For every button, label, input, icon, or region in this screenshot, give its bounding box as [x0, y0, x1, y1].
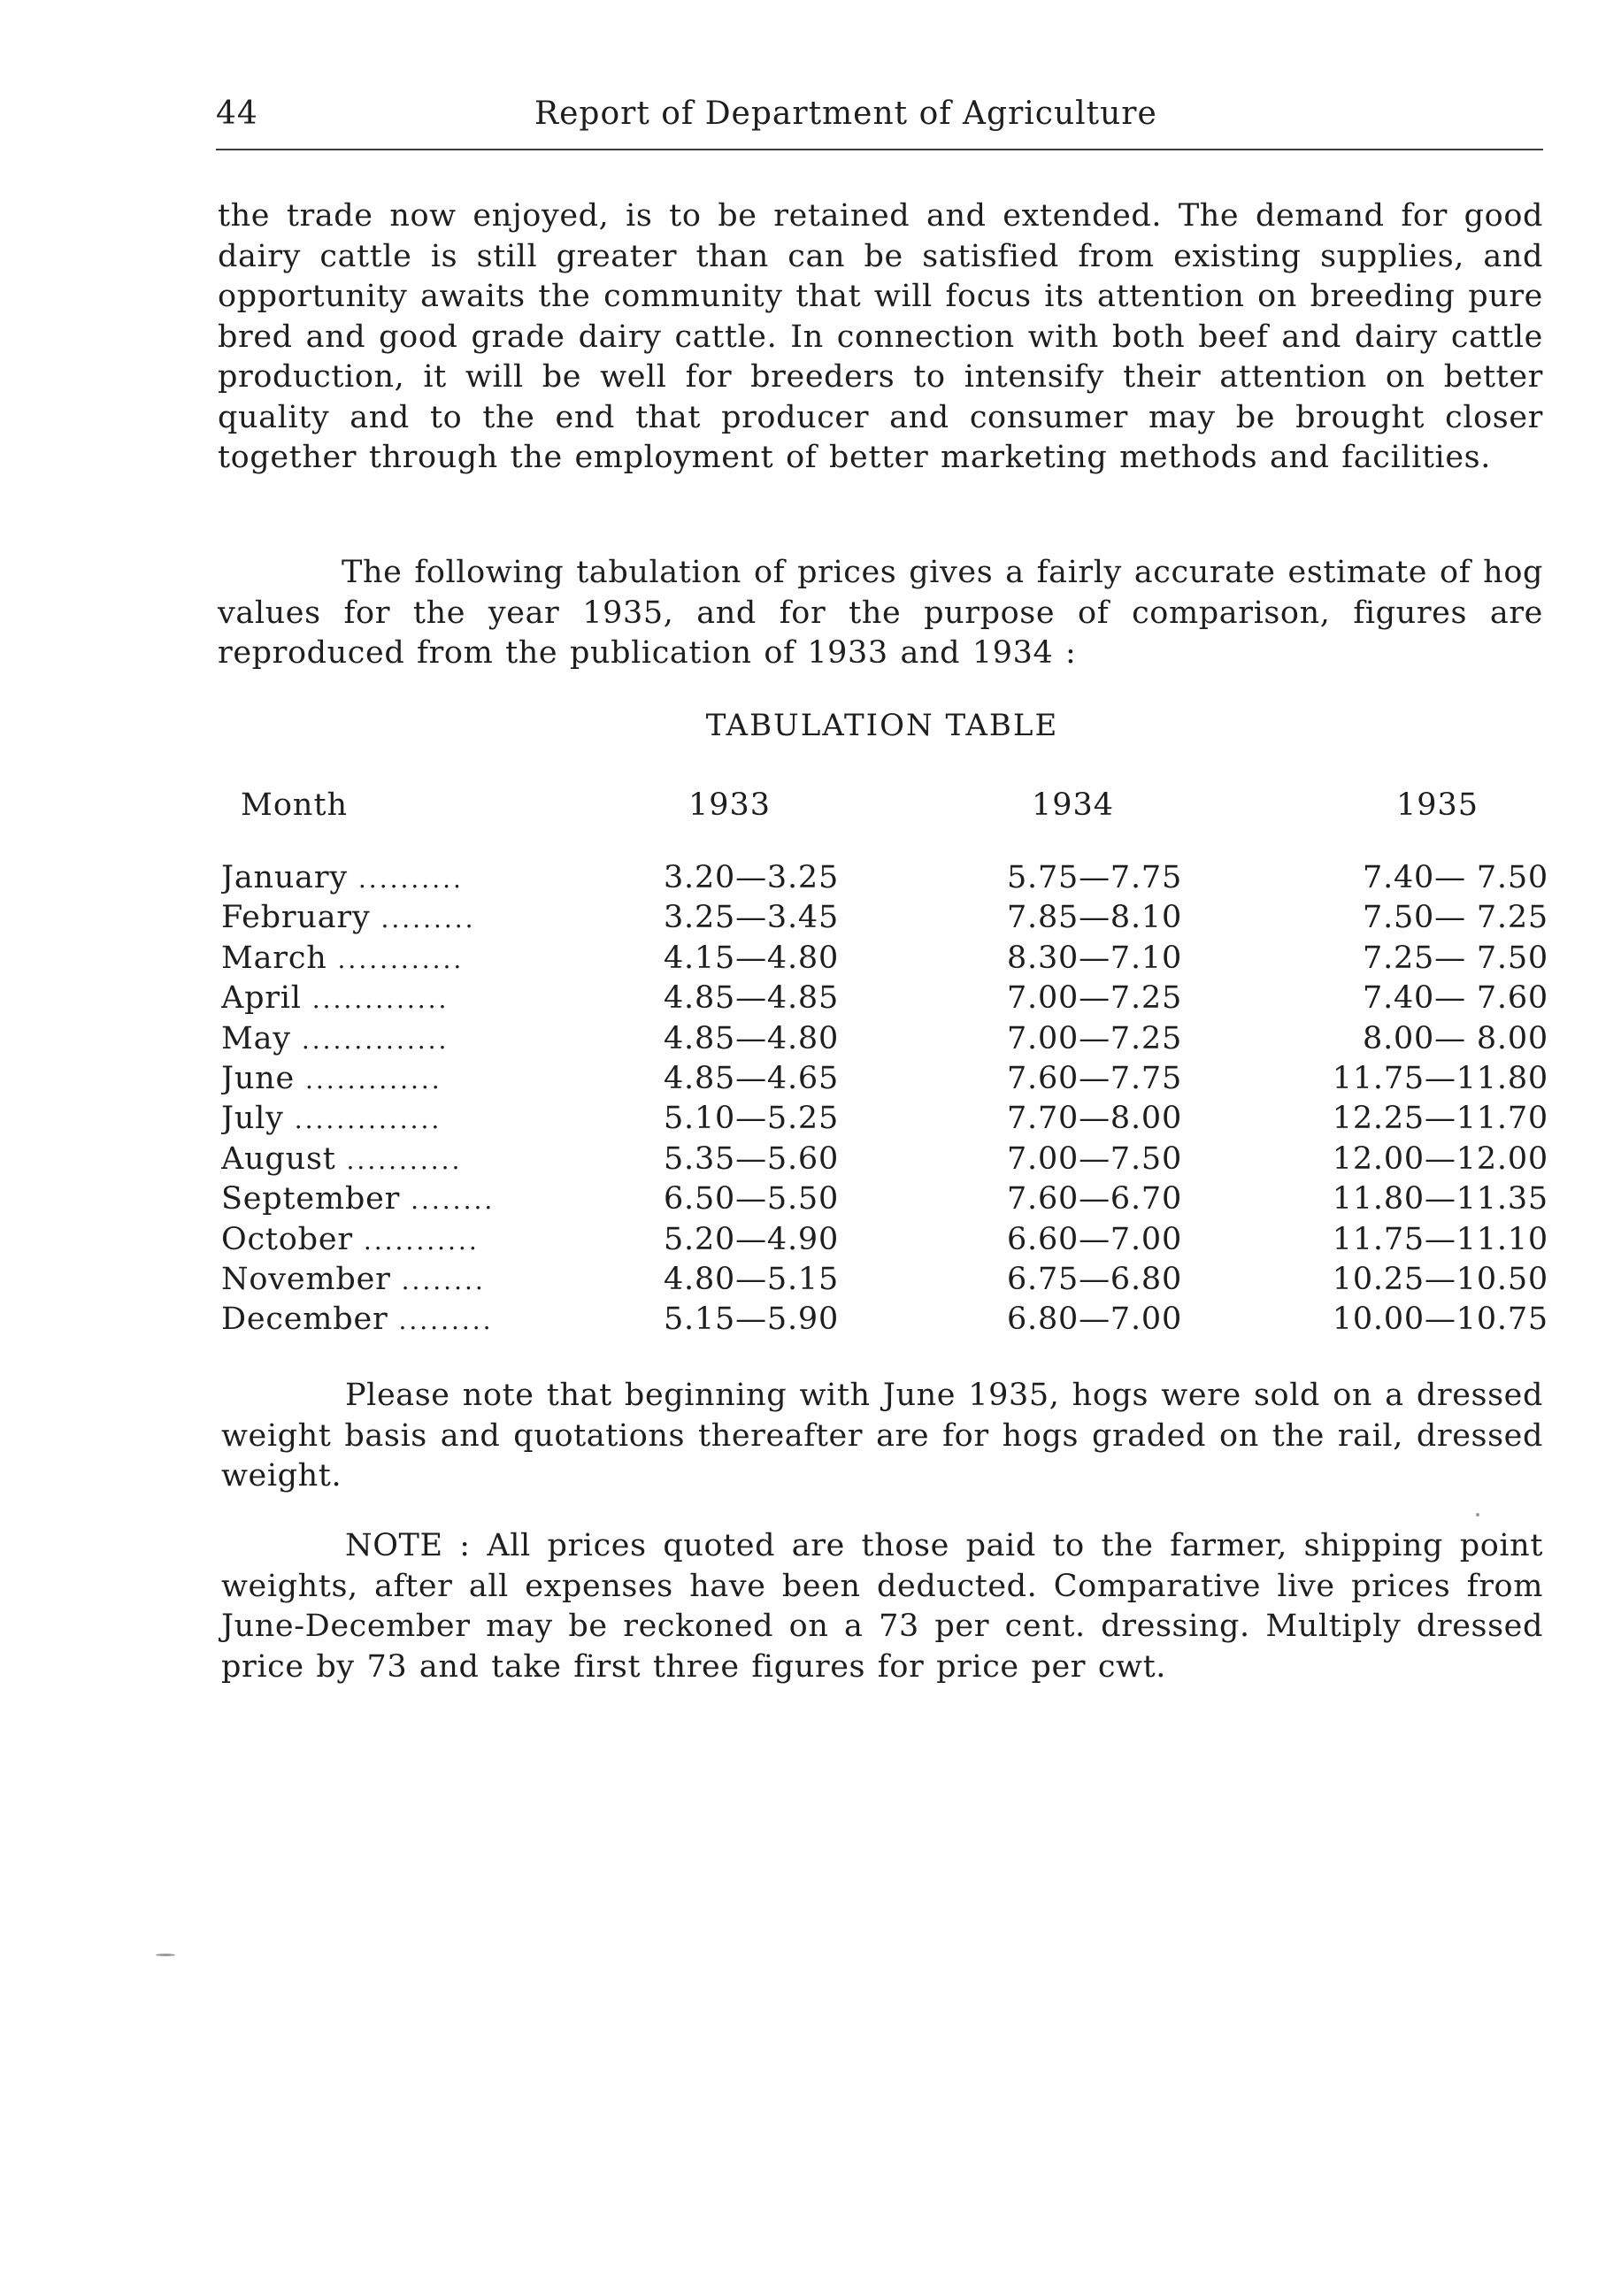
paragraph-tabulation-intro: The following tabulation of prices gives a fairly accurate estimate of hog values for the year 1935, and for the purpose of comparison, figures are reproduced from the publication of 1933 and 1934 :	[218, 555, 1543, 671]
table-caption	[0, 708, 1598, 743]
leader-dots: .............	[311, 985, 449, 1015]
paragraph-dressed-weight-note: Please note that beginning with June 1935, hogs were sold on a dressed weight basis and quotations thereafter are for hogs graded on the rail, dressed weight.	[221, 1378, 1543, 1494]
price-1934: 7.00—7.25	[1006, 980, 1183, 1017]
price-1933: 5.20—4.90	[663, 1221, 840, 1257]
month-name: May	[221, 1020, 291, 1056]
table-row	[221, 1179, 1548, 1219]
price-1934: 6.60—7.00	[1006, 1221, 1183, 1257]
price-1935: 7.40— 7.60	[1363, 980, 1548, 1017]
leader-dots: .............	[304, 1064, 442, 1094]
month-name: January	[221, 860, 348, 895]
price-table	[221, 858, 1548, 1340]
table-row	[221, 1300, 1548, 1340]
price-1934: 5.75—7.75	[1006, 860, 1183, 895]
table-row	[221, 1019, 1548, 1059]
month-cell	[221, 1019, 593, 1060]
leader-dots: ..............	[301, 1025, 449, 1055]
header-title: Report of Department of Agriculture	[534, 96, 1157, 132]
leader-dots: ........	[401, 1265, 486, 1295]
month-cell	[221, 858, 593, 899]
price-1933: 5.35—5.60	[663, 1140, 840, 1177]
running-header	[216, 96, 1543, 149]
paragraph-dairy-cattle: the trade now enjoyed, is to be retained and extended. The demand for good dairy cattle is still greater than can be satisfied from existing supplies, and opportunity awaits the community that will focus its attention on breeding pure bred and good grade dairy cattle. In connection with both beef and dairy cattle production, it will be well for breeders to intensify their attention on better quality and to the end that producer and consumer may be brought closer together through the employment of better marketing methods and facilities.	[218, 198, 1543, 475]
month-name: June	[221, 1060, 296, 1096]
month-name: July	[221, 1101, 284, 1137]
table-row	[221, 979, 1548, 1018]
price-1935: 12.00—12.00	[1332, 1140, 1548, 1177]
scan-speck	[1476, 1513, 1479, 1517]
price-1935: 11.75—11.10	[1332, 1221, 1548, 1257]
price-1935: 7.50— 7.25	[1363, 900, 1548, 936]
price-1934: 8.30—7.10	[1006, 940, 1183, 976]
month-cell	[221, 1260, 593, 1301]
month-name: November	[221, 1261, 391, 1297]
month-name: December	[221, 1302, 388, 1338]
table-row	[221, 858, 1548, 898]
page-number: 44	[216, 96, 258, 132]
price-1934: 7.70—8.00	[1006, 1101, 1183, 1137]
month-name: August	[221, 1140, 336, 1177]
table-row	[221, 939, 1548, 979]
month-cell	[221, 1140, 593, 1180]
month-cell	[221, 1220, 593, 1261]
month-name: March	[221, 940, 327, 976]
month-name: April	[221, 980, 302, 1017]
table-row	[221, 898, 1548, 938]
price-1935: 11.75—11.80	[1332, 1060, 1548, 1096]
price-1934: 6.80—7.00	[1006, 1302, 1183, 1338]
column-header-month: Month	[241, 787, 349, 823]
price-1933: 3.20—3.25	[663, 860, 840, 895]
price-1934: 7.00—7.25	[1006, 1020, 1183, 1056]
price-1933: 5.10—5.25	[663, 1101, 840, 1137]
month-cell	[221, 979, 593, 1019]
column-header-1933: 1933	[688, 787, 772, 823]
scan-speck	[156, 1954, 175, 1956]
price-1934: 6.75—6.80	[1006, 1261, 1183, 1297]
paragraph-prices-note: NOTE : All prices quoted are those paid to the farmer, shipping point weights, after all expenses have been deducted. Comparative live prices from June-December may be reckoned on a 73 per cent. dressing. Multiply dressed price by 73 and take first three figures for price per cwt.	[221, 1528, 1543, 1685]
table-row	[221, 1059, 1548, 1099]
leader-dots: ..........	[357, 864, 464, 894]
price-1935: 11.80—11.35	[1332, 1181, 1548, 1217]
month-cell	[221, 1300, 593, 1340]
header-rule	[216, 149, 1543, 150]
month-name: September	[221, 1181, 401, 1217]
price-1935: 7.25— 7.50	[1363, 940, 1548, 976]
leader-dots: ..............	[294, 1105, 442, 1135]
month-cell	[221, 1099, 593, 1140]
price-1933: 5.15—5.90	[663, 1302, 840, 1338]
leader-dots: ...........	[363, 1225, 480, 1256]
leader-dots: .........	[398, 1306, 494, 1336]
table-row	[221, 1140, 1548, 1179]
table-row	[221, 1099, 1548, 1139]
leader-dots: ........	[411, 1186, 496, 1216]
price-1935: 8.00— 8.00	[1363, 1020, 1548, 1056]
price-1933: 4.15—4.80	[663, 940, 840, 976]
price-1934: 7.60—6.70	[1006, 1181, 1183, 1217]
price-1933: 4.85—4.85	[663, 980, 840, 1017]
table-caption-text: TABULATION TABLE	[705, 708, 1059, 743]
price-1935: 10.25—10.50	[1332, 1261, 1548, 1297]
month-name: February	[221, 900, 371, 936]
month-name: October	[221, 1221, 353, 1257]
price-1933: 4.80—5.15	[663, 1261, 840, 1297]
price-1934: 7.60—7.75	[1006, 1060, 1183, 1096]
month-cell	[221, 1059, 593, 1100]
month-cell	[221, 1179, 593, 1220]
price-1933: 3.25—3.45	[663, 900, 840, 936]
column-header-1935: 1935	[1396, 787, 1479, 823]
table-row	[221, 1220, 1548, 1260]
price-1935: 12.25—11.70	[1332, 1101, 1548, 1137]
price-1934: 7.85—8.10	[1006, 900, 1183, 936]
price-1934: 7.00—7.50	[1006, 1140, 1183, 1177]
month-cell	[221, 898, 593, 939]
price-1933: 6.50—5.50	[663, 1181, 840, 1217]
column-header-1934: 1934	[1032, 787, 1115, 823]
month-cell	[221, 939, 593, 979]
price-1935: 7.40— 7.50	[1363, 860, 1548, 895]
leader-dots: .........	[380, 904, 476, 934]
price-1935: 10.00—10.75	[1332, 1302, 1548, 1338]
price-1933: 4.85—4.80	[663, 1020, 840, 1056]
leader-dots: ............	[337, 944, 465, 974]
price-1933: 4.85—4.65	[663, 1060, 840, 1096]
table-row	[221, 1260, 1548, 1300]
leader-dots: ...........	[346, 1145, 463, 1175]
